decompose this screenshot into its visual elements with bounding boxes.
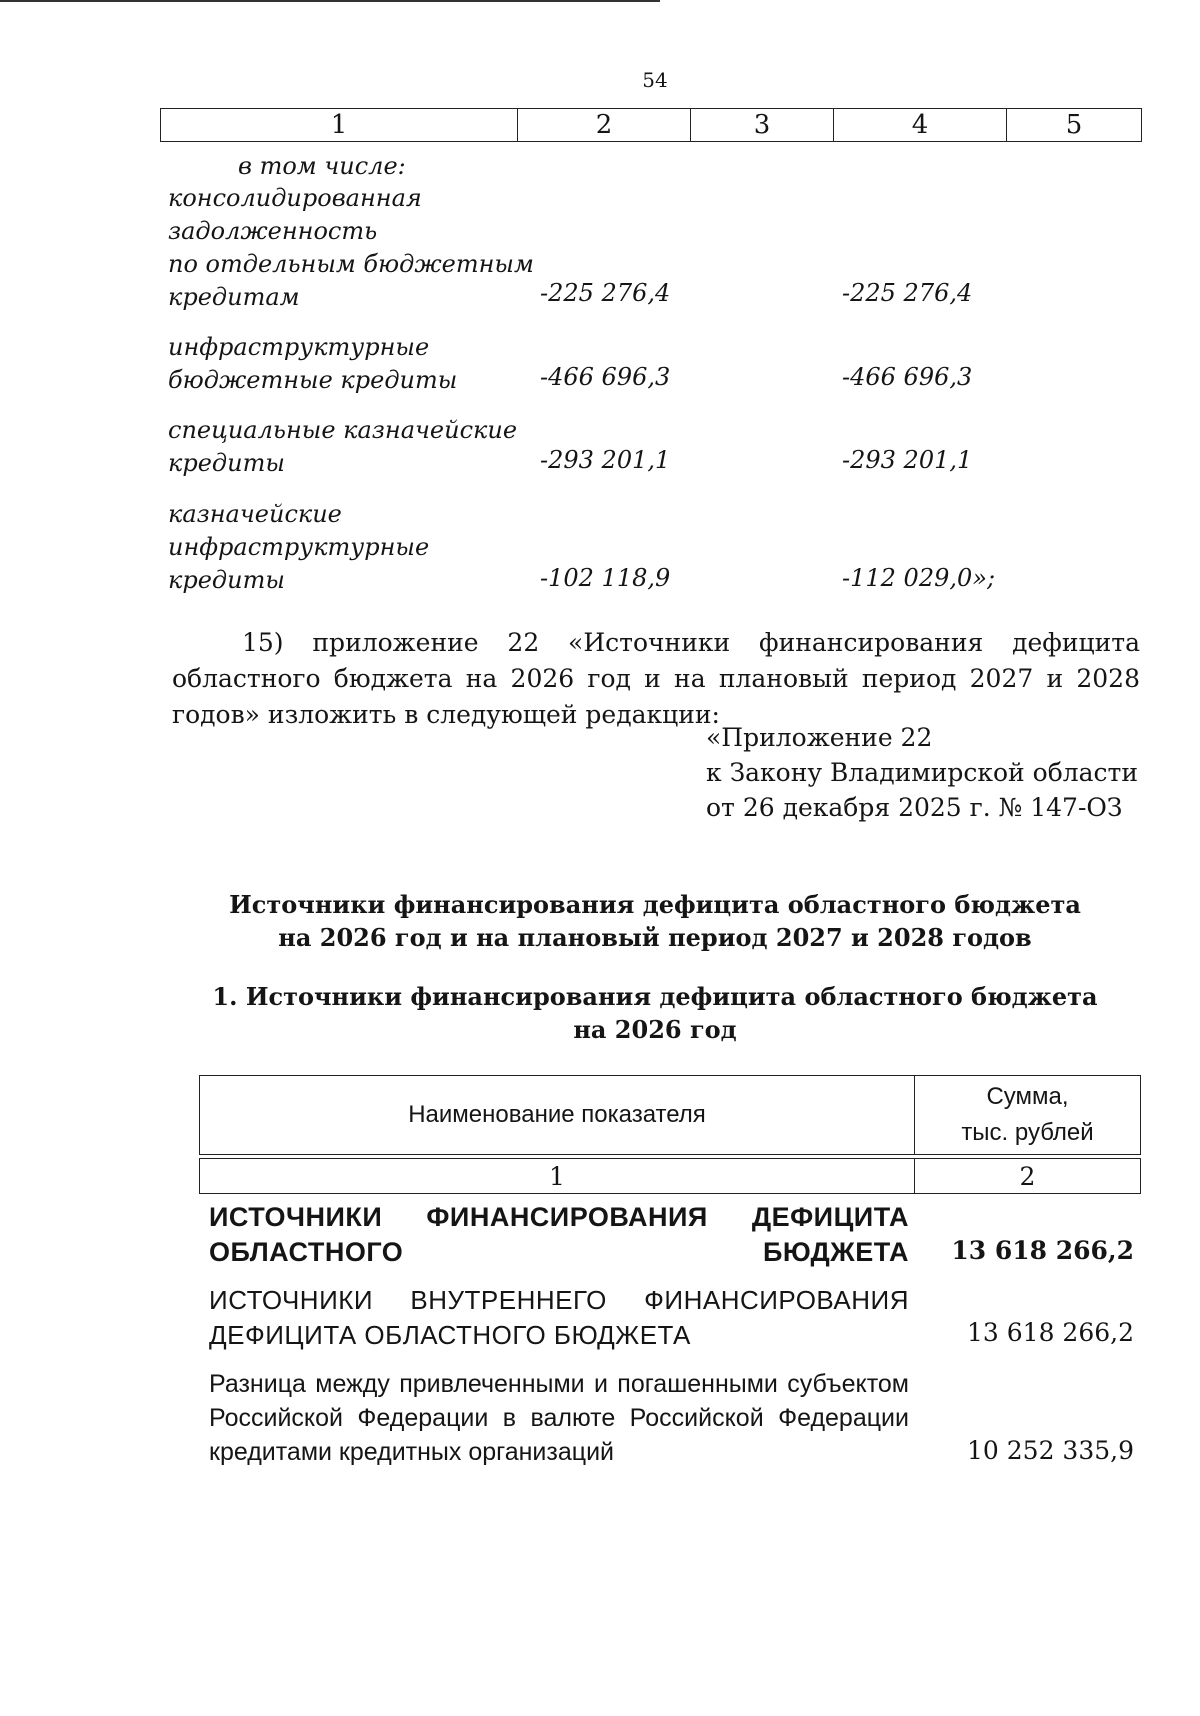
row1-label-line1: консолидированная [168,184,422,212]
row3-label-line1: специальные казначейские [168,416,518,444]
row-credit-difference-value: 10 252 335,9 [967,1436,1134,1465]
amendment-paragraph: 15) приложение 22 «Источники финансирования дефицита областного бюджета на 2026 год и на плановый период 2027 и 2028 годов» изложить в следующей редакции: [172,628,1140,729]
row1-label-line2: задолженность [168,217,378,245]
row1-label-line3: по отдельным бюджетным [168,250,534,278]
header-name-cell [200,1076,915,1154]
row2-col2: -466 696,3 [540,363,671,391]
upper-table-header [160,108,1142,142]
lower-table-number-row [199,1158,1141,1194]
header-name: Наименование показателя [408,1101,706,1128]
header-col-1: 1 [161,109,518,141]
appendix-reference [706,720,1138,825]
header-col-3: 3 [691,109,834,141]
page-number: 54 [642,68,668,92]
row3-label-line2: кредиты [168,449,285,477]
row3-col4: -293 201,1 [842,446,973,474]
row4-label-line1: казначейские [168,500,342,528]
row4-col4: -112 029,0»; [842,564,996,592]
row4-col2: -102 118,9 [540,564,671,592]
row-credit-difference-text: Разница между привлеченными и погашенными субъектом Российской Федерации в валюте Российской Федерации кредитами кредитных организаций [209,1370,909,1466]
subtitle-line2: на 2026 год [573,1015,737,1044]
row4-label-line2: инфраструктурные [168,533,430,561]
title-line1: Источники финансирования дефицита областного бюджета [229,890,1081,919]
intro-label: в том числе: [238,152,406,180]
row3-col2: -293 201,1 [540,446,671,474]
header-col-2: 2 [518,109,691,141]
document-title [170,888,1140,954]
num-col2: 2 [1019,1161,1036,1191]
row-internal-sources-value: 13 618 266,2 [967,1318,1134,1347]
header-sum-line1: Сумма, [986,1083,1069,1110]
section-title [170,980,1140,1046]
row4-label-line3: кредиты [168,566,285,594]
row-sources-total-value: 13 618 266,2 [951,1236,1134,1265]
num-col1: 1 [200,1159,915,1193]
header-sum-cell [915,1076,1140,1154]
lower-table-header [199,1075,1141,1155]
row-sources-total-text: ИСТОЧНИКИ ФИНАНСИРОВАНИЯ ДЕФИЦИТА ОБЛАСТНОГО БЮДЖЕТА [209,1202,909,1267]
header-col-4: 4 [834,109,1007,141]
appendix-line3: от 26 декабря 2025 г. № 147-ОЗ [706,793,1123,822]
appendix-line2: к Закону Владимирской области [706,758,1139,787]
header-col-5: 5 [1065,110,1083,140]
row1-col2: -225 276,4 [540,279,671,307]
row1-col4: -225 276,4 [842,279,973,307]
row-internal-sources-text: ИСТОЧНИКИ ВНУТРЕННЕГО ФИНАНСИРОВАНИЯ ДЕФИЦИТА ОБЛАСТНОГО БЮДЖЕТА [209,1285,909,1350]
row2-label-line2: бюджетные кредиты [168,366,458,394]
row1-label-line4: кредитам [168,283,300,311]
subtitle-line1: 1. Источники финансирования дефицита областного бюджета [212,982,1098,1011]
top-rule [0,0,660,2]
row2-label-line1: инфраструктурные [168,333,430,361]
header-sum-line2: тыс. рублей [961,1119,1094,1146]
appendix-line1: «Приложение 22 [706,723,933,752]
row2-col4: -466 696,3 [842,363,973,391]
title-line2: на 2026 год и на плановый период 2027 и 2028 годов [278,923,1032,952]
